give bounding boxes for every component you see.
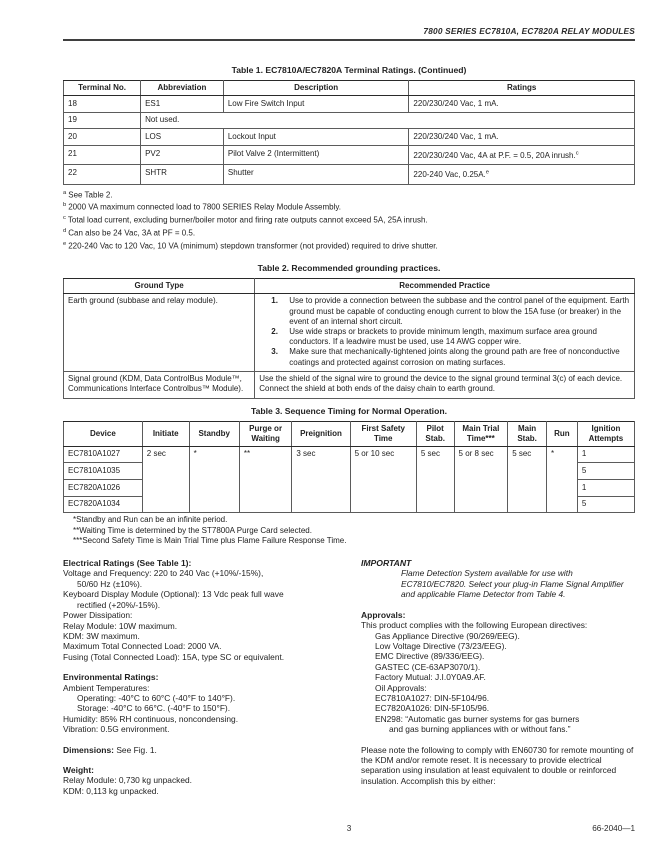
- table-cell: 21: [64, 146, 141, 165]
- footnote-marker: c: [63, 215, 66, 222]
- list-number: 1.: [271, 296, 278, 306]
- table-cell: 5: [577, 496, 634, 513]
- table-cell: [409, 165, 635, 184]
- table-cell: 18: [64, 96, 141, 113]
- table-cell: 20: [64, 129, 141, 146]
- footnote: [63, 200, 635, 213]
- spec-line: 50/60 Hz (±10%).: [77, 578, 143, 589]
- t3-header-device: Device: [64, 421, 143, 446]
- t3-header-pilot-stab: Pilot Stab.: [416, 421, 454, 446]
- table-cell: 5 sec: [416, 446, 454, 513]
- table-cell: 22: [64, 165, 141, 184]
- table-row: [64, 96, 635, 113]
- approval-item: GASTEC (CE-63AP3070/1).: [375, 661, 481, 672]
- spec-line: See Fig. 1.: [116, 744, 157, 755]
- table3-footnotes: [63, 515, 635, 546]
- table-row: [64, 129, 635, 146]
- important-text: Flame Detection System available for use with EC7810/EC7820. Select your plug-in Flame Signal Amplifier and applicable Flame Detector from Table 4.: [401, 568, 624, 600]
- approvals-section: [361, 610, 641, 735]
- t3-header-ignition-attempts: Ignition Attempts: [577, 421, 634, 446]
- spec-line: KDM: 3W maximum.: [63, 630, 140, 641]
- footnote-marker: c: [575, 150, 579, 157]
- t3-header-main-trial-time: Main Trial Time***: [454, 421, 508, 446]
- t3-header-preignition: Preignition: [292, 421, 350, 446]
- table-cell: [255, 293, 635, 371]
- list-text: Use wide straps or brackets to provide minimum length, maximum surface area ground conductors. If a leadwire must be used, use 14 AWG copper wire.: [289, 326, 597, 347]
- approval-item: EC7820A1026: DIN-5F105/96.: [375, 703, 490, 714]
- table-cell: 5 sec: [508, 446, 547, 513]
- header-rule: [63, 39, 635, 41]
- approval-item: EC7810A1027: DIN-5F104/96.: [375, 692, 490, 703]
- list-text: Make sure that mechanically-tightened joints along the ground path are free of nonconductive coatings and protected against corrosion on mating surfaces.: [289, 347, 620, 367]
- spec-line: Ambient Temperatures:: [63, 682, 150, 693]
- t1-header-description: Description: [223, 81, 409, 96]
- list-item: [271, 296, 630, 327]
- table-header-row: [64, 81, 635, 96]
- table-cell: 3 sec: [292, 446, 350, 513]
- device-cell: EC7820A1034: [64, 496, 143, 513]
- important-heading: IMPORTANT: [361, 558, 412, 569]
- t3-header-standby: Standby: [189, 421, 239, 446]
- header-title: 7800 SERIES EC7810A, EC7820A RELAY MODULES: [423, 26, 635, 36]
- t3-header-main-stab: Main Stab.: [508, 421, 547, 446]
- en60730-note: Please note the following to comply with EN60730 for remote mounting of the KDM and/or remote reset. It is necessary to provide electrical separation using insulation at least equivalent to double or reinforced insulation. Accomplish this by either:: [361, 744, 634, 786]
- important-section: [361, 558, 641, 600]
- table-cell: 1: [577, 446, 634, 463]
- table3-sequence-timing: [63, 421, 635, 514]
- spec-line: Maximum Total Connected Load: 2000 VA.: [63, 641, 222, 652]
- table-row: [64, 146, 635, 165]
- footnote: [63, 239, 635, 252]
- approval-item: Low Voltage Directive (73/23/EEG).: [375, 640, 507, 651]
- environmental-ratings-section: [63, 672, 351, 734]
- table-cell: Pilot Valve 2 (Intermittent): [223, 146, 409, 165]
- spec-line: Operating: -40°C to 60°C (-40°F to 140°F).: [77, 692, 236, 703]
- table-cell: 19: [64, 112, 141, 129]
- section-heading: Environmental Ratings:: [63, 672, 159, 683]
- document-number: 66-2040—1: [592, 824, 635, 833]
- ratings-text: 220-240 Vac, 0.25A.: [413, 170, 486, 180]
- table-row: [64, 371, 635, 398]
- list-number: 3.: [271, 347, 278, 357]
- footnote: **Waiting Time is determined by the ST7800A Purge Card selected.: [73, 525, 312, 535]
- table-cell: Lockout Input: [223, 129, 409, 146]
- table-cell: Earth ground (subbase and relay module).: [64, 293, 255, 371]
- table1-terminal-ratings: [63, 80, 635, 185]
- table-cell: ES1: [141, 96, 224, 113]
- page-number: 3: [346, 824, 352, 833]
- table3-title: Table 3. Sequence Timing for Normal Operation.: [251, 405, 447, 416]
- list-item: [271, 327, 630, 347]
- table-cell: *: [189, 446, 239, 513]
- spec-line: rectified (+20%/-15%).: [77, 599, 161, 610]
- footnote-text: Total load current, excluding burner/boiler motor and firing rate outputs cannot exceed 5A, 25A inrush.: [67, 215, 428, 225]
- table-row: [64, 293, 635, 371]
- table-cell: Shutter: [223, 165, 409, 184]
- approval-item: Gas Appliance Directive (90/269/EEG).: [375, 630, 520, 641]
- numbered-list: [259, 296, 630, 367]
- weight-section: [63, 765, 351, 796]
- spec-line: Vibration: 0.5G environment.: [63, 724, 170, 735]
- table-cell: Low Fire Switch Input: [223, 96, 409, 113]
- spec-line: KDM: 0,113 kg unpacked.: [63, 785, 159, 796]
- table-cell: 5 or 10 sec: [350, 446, 416, 513]
- footnote-marker: a: [63, 189, 67, 196]
- list-text: Use to provide a connection between the subbase and the control panel of the equipment. Earth ground must be capable of conducting enough current to blow the 15A fuse (or breaker) in the event of an internal short circuit.: [289, 296, 630, 326]
- table-cell: LOS: [141, 129, 224, 146]
- footnote-text: Can also be 24 Vac, 3A at PF = 0.5.: [68, 228, 196, 238]
- spec-line: Fusing (Total Connected Load): 15A, type SC or equivalent.: [63, 651, 285, 662]
- table-cell: [409, 146, 635, 165]
- spec-line: Storage: -40°C to 66°C. (-40°F to 150°F).: [77, 703, 231, 714]
- footnote-text: 2000 VA maximum connected load to 7800 SERIES Relay Module Assembly.: [68, 203, 341, 213]
- table-cell: **: [239, 446, 292, 513]
- approval-item: EMC Directive (89/336/EEG).: [375, 651, 485, 662]
- list-number: 2.: [271, 326, 278, 336]
- section-heading: Weight:: [63, 764, 95, 775]
- spec-line: Power Dissipation:: [63, 610, 133, 621]
- left-column: [63, 558, 351, 796]
- footnote: [63, 226, 635, 239]
- spec-line: This product complies with the following European directives:: [361, 620, 588, 631]
- table-cell: 2 sec: [142, 446, 189, 513]
- footnote: ***Second Safety Time is Main Trial Time plus Flame Failure Response Time.: [73, 535, 347, 545]
- table-cell: Use the shield of the signal wire to ground the device to the signal ground terminal 3(c) of each device. Connect the shield at both ends of the daisy chain to earth ground.: [255, 371, 635, 398]
- t1-header-abbreviation: Abbreviation: [141, 81, 224, 96]
- t3-header-purge-or-waiting: Purge or Waiting: [239, 421, 292, 446]
- approval-item: and gas burning appliances with or without fans.”: [389, 724, 571, 735]
- footnote-marker: b: [63, 202, 67, 209]
- spec-line: Relay Module: 0,730 kg unpacked.: [63, 775, 192, 786]
- footnote-marker: e: [63, 240, 67, 247]
- device-cell: EC7820A1026: [64, 480, 143, 497]
- t2-header-ground-type: Ground Type: [64, 278, 255, 293]
- dimensions-section: [63, 745, 351, 755]
- table2-grounding-practices: [63, 278, 635, 399]
- section-heading: Approvals:: [361, 609, 406, 620]
- footnote-text: See Table 2.: [68, 190, 113, 200]
- t3-header-first-safety-time: First Safety Time: [350, 421, 416, 446]
- footnote: *Standby and Run can be an infinite period.: [73, 515, 228, 525]
- table-cell: Signal ground (KDM, Data ControlBus Module™, Communications Interface Controlbus™ Module).: [64, 371, 255, 398]
- spec-line: Relay Module: 10W maximum.: [63, 620, 178, 631]
- table-row: [64, 446, 635, 463]
- footnote: [63, 213, 635, 226]
- table-cell: 1: [577, 480, 634, 497]
- list-item: [271, 347, 630, 367]
- approval-item: Oil Approvals:: [375, 682, 427, 693]
- table-cell: 5: [577, 463, 634, 480]
- spec-columns: [63, 558, 635, 796]
- section-heading: Electrical Ratings (See Table 1):: [63, 558, 192, 569]
- t2-header-recommended-practice: Recommended Practice: [255, 278, 635, 293]
- table-cell: *: [547, 446, 578, 513]
- t1-header-terminal-no: Terminal No.: [64, 81, 141, 96]
- table-header-row: [64, 278, 635, 293]
- t3-header-run: Run: [547, 421, 578, 446]
- table1-title: Table 1. EC7810A/EC7820A Terminal Ratings. (Continued): [231, 65, 467, 75]
- spec-line: Voltage and Frequency: 220 to 240 Vac (+10%/-15%),: [63, 568, 264, 579]
- section-heading: Dimensions:: [63, 744, 115, 755]
- spec-line: Keyboard Display Module (Optional): 13 Vdc peak full wave: [63, 589, 284, 600]
- footnote-marker: e: [485, 169, 490, 176]
- spec-line: Humidity: 85% RH continuous, noncondensing.: [63, 713, 239, 724]
- electrical-ratings-section: [63, 558, 351, 662]
- right-column: [351, 558, 641, 796]
- footnote: [63, 188, 635, 201]
- table-cell: SHTR: [141, 165, 224, 184]
- footnote-marker: d: [63, 228, 67, 235]
- page-header: [63, 26, 635, 41]
- t3-header-initiate: Initiate: [142, 421, 189, 446]
- table2-title: Table 2. Recommended grounding practices.: [257, 262, 441, 273]
- approval-item: Factory Mutual: J.I.0Y0A9.AF.: [375, 672, 486, 683]
- table-row: [64, 112, 635, 129]
- table-cell: Not used.: [141, 112, 635, 129]
- table-row: [64, 165, 635, 184]
- ratings-text: 220/230/240 Vac, 4A at P.F. = 0.5, 20A inrush.: [413, 151, 576, 161]
- t1-header-ratings: Ratings: [409, 81, 635, 96]
- table-cell: 5 or 8 sec: [454, 446, 508, 513]
- footnote-text: 220-240 Vac to 120 Vac, 10 VA (minimum) stepdown transformer (not provided) required to drive shutter.: [68, 241, 438, 251]
- table-cell: 220/230/240 Vac, 1 mA.: [409, 129, 635, 146]
- approval-item: EN298: “Automatic gas burner systems for gas burners: [375, 713, 580, 724]
- table-header-row: [64, 421, 635, 446]
- table1-footnotes: [63, 188, 635, 252]
- device-cell: EC7810A1027: [64, 446, 143, 463]
- table-cell: PV2: [141, 146, 224, 165]
- table-cell: 220/230/240 Vac, 1 mA.: [409, 96, 635, 113]
- device-cell: EC7810A1035: [64, 463, 143, 480]
